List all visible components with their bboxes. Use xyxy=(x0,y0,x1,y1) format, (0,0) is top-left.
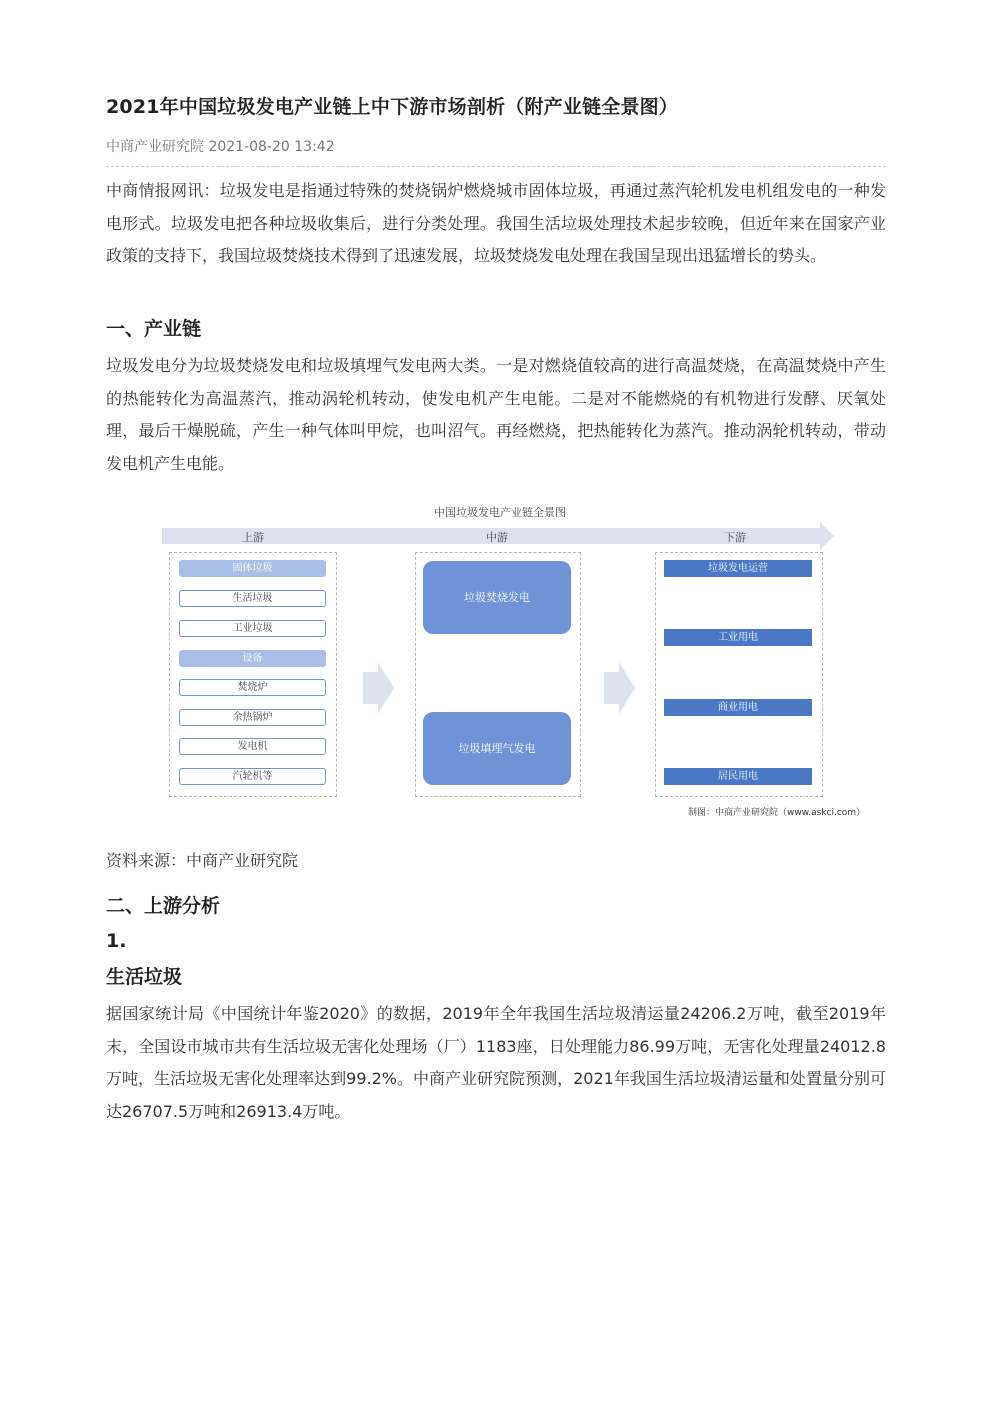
upstream-item-waste-heat-boiler: 余热锅炉 xyxy=(179,709,326,726)
subsection-heading: 生活垃圾 xyxy=(106,966,183,988)
stage-label-downstream: 下游 xyxy=(724,531,746,544)
diagram-title: 中国垃圾发电产业链全景图 xyxy=(434,506,566,519)
upstream-box xyxy=(169,552,337,797)
flow-arrow-up-mid xyxy=(363,662,394,714)
midstream-incineration-power: 垃圾焚烧发电 xyxy=(423,561,571,634)
section1-heading: 一、产业链 xyxy=(106,318,202,340)
downstream-box xyxy=(655,552,823,797)
upstream-item-solid-waste: 固体垃圾 xyxy=(179,560,326,577)
section2-heading: 二、上游分析 xyxy=(106,895,221,917)
industry-chain-diagram xyxy=(150,500,866,825)
flow-arrow-mid-down xyxy=(604,662,635,714)
stage-label-midstream: 中游 xyxy=(486,531,508,544)
midstream-landfill-gas-power: 垃圾填埋气发电 xyxy=(423,712,571,785)
downstream-residential-power: 居民用电 xyxy=(664,768,812,785)
upstream-item-equipment: 设备 xyxy=(179,650,326,667)
section1-paragraph: 垃圾发电分为垃圾焚烧发电和垃圾填埋气发电两大类。一是对燃烧值较高的进行高温焚烧，在高温焚烧中产生的热能转化为高温蒸汽，推动涡轮机转动，使发电机产生电能。二是对不能燃烧的有机物进行发酵、厌氧处理，最后干燥脱硫，产生一种气体叫甲烷，也叫沼气。再经燃烧，把热能转化为蒸汽。推动涡轮机转动，带动发电机产生电能。 xyxy=(106,356,886,473)
article-meta: 中商产业研究院 2021-08-20 13:42 xyxy=(106,139,335,155)
source-note: 资料来源：中商产业研究院 xyxy=(106,851,299,870)
downstream-operation: 垃圾发电运营 xyxy=(664,560,812,577)
article-title: 2021年中国垃圾发电产业链上中下游市场剖析（附产业链全景图） xyxy=(106,96,679,118)
downstream-commercial-power: 商业用电 xyxy=(664,699,812,716)
header-divider xyxy=(106,166,886,167)
upstream-item-turbine: 汽轮机等 xyxy=(179,768,326,785)
intro-paragraph: 中商情报网讯：垃圾发电是指通过特殊的焚烧锅炉燃烧城市固体垃圾，再通过蒸汽轮机发电机组发电的一种发电形式。垃圾发电把各种垃圾收集后，进行分类处理。我国生活垃圾处理技术起步较晚，但近年来在国家产业政策的支持下，我国垃圾焚烧技术得到了迅速发展，垃圾焚烧发电处理在我国呈现出迅猛增长的势头。 xyxy=(106,181,886,265)
subsection-number: 1. xyxy=(106,930,127,952)
upstream-item-generator: 发电机 xyxy=(179,738,326,755)
diagram-credit: 制图：中商产业研究院（www.askci.com） xyxy=(688,808,866,818)
upstream-item-domestic-waste: 生活垃圾 xyxy=(179,590,326,607)
upstream-item-incinerator: 焚烧炉 xyxy=(179,679,326,696)
section2-paragraph: 据国家统计局《中国统计年鉴2020》的数据，2019年全年我国生活垃圾清运量24206.2万吨，截至2019年末，全国设市城市共有生活垃圾无害化处理场（厂）1183座，日处理能力86.99万吨，无害化处理量24012.8万吨，生活垃圾无害化处理率达到99.2%。中商产业研究院预测，2021年我国生活垃圾清运量和处置量分别可达26707.5万吨和26913.4万吨。 xyxy=(106,1004,886,1121)
downstream-industrial-power: 工业用电 xyxy=(664,629,812,646)
upstream-item-industrial-waste: 工业垃圾 xyxy=(179,620,326,637)
stage-label-upstream: 上游 xyxy=(242,531,264,544)
